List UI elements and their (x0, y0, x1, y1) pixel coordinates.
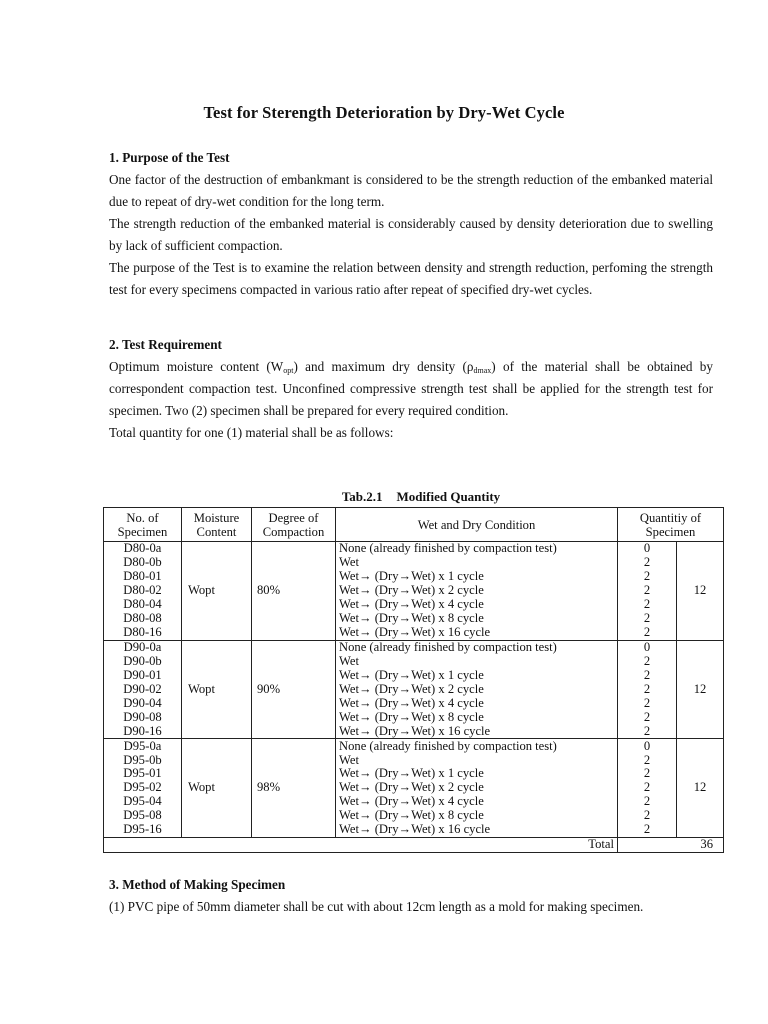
paragraph: One factor of the destruction of embankmant is considered to be the strength reduction of the embanked material due to repeat of dry-wet condition for the long term. (109, 172, 713, 209)
quantity: 2 (618, 809, 677, 823)
paragraph: The strength reduction of the embanked material is considerably caused by density deterioration due to swelling by lack of sufficient compaction. (109, 216, 713, 253)
specimen-id: D90-16 (104, 724, 182, 738)
paragraph: Optimum moisture content $(W_{opt})$ and maximum dry density $(\rho_{dmax})$ of the material shall be obtained by correspondent compaction test. Unconfined compressive strength test shall be applied for the strength test for specimen. Two (2) specimen shall be prepared for every required condition. (109, 359, 713, 418)
degree-of-compaction: 80% (252, 542, 336, 641)
table-row (104, 542, 724, 556)
specimen-id: D90-04 (104, 696, 182, 710)
total-value: 36 (618, 837, 724, 852)
quantity: 2 (618, 696, 677, 710)
specimen-id: D95-02 (104, 781, 182, 795)
wet-dry-condition: Wet (336, 753, 618, 767)
quantity: 0 (618, 640, 677, 654)
specimen-id: D95-01 (104, 767, 182, 781)
wet-dry-condition: Wet (336, 655, 618, 669)
wet-dry-condition: Wet→ (Dry→Wet) x 4 cycle (336, 696, 618, 710)
wet-dry-condition: None (already finished by compaction test) (336, 542, 618, 556)
wet-dry-condition: Wet→ (Dry→Wet) x 8 cycle (336, 710, 618, 724)
quantity: 0 (618, 739, 677, 753)
section-heading: 2. Test Requirement (109, 337, 222, 352)
quantity: 0 (618, 542, 677, 556)
section-test-requirement (109, 334, 713, 444)
quantity: 2 (618, 823, 677, 837)
wet-dry-condition: Wet→ (Dry→Wet) x 4 cycle (336, 598, 618, 612)
degree-of-compaction: 98% (252, 739, 336, 838)
specimen-id: D95-16 (104, 823, 182, 837)
specimen-id: D95-08 (104, 809, 182, 823)
specimen-id: D95-0b (104, 753, 182, 767)
table-row (104, 640, 724, 654)
specimen-id: D90-0b (104, 655, 182, 669)
specimen-id: D80-04 (104, 598, 182, 612)
wet-dry-condition: Wet→ (Dry→Wet) x 1 cycle (336, 767, 618, 781)
specimen-id: D90-08 (104, 710, 182, 724)
specimen-id: D90-02 (104, 682, 182, 696)
wet-dry-condition: Wet→ (Dry→Wet) x 2 cycle (336, 584, 618, 598)
wet-dry-condition: Wet→ (Dry→Wet) x 2 cycle (336, 682, 618, 696)
specimen-id: D95-0a (104, 739, 182, 753)
header-moisture: Moisture Content (182, 508, 252, 542)
quantity: 2 (618, 584, 677, 598)
section-heading: 1. Purpose of the Test (109, 150, 230, 165)
total-label: Total (104, 837, 618, 852)
quantity: 2 (618, 781, 677, 795)
specimen-id: D95-04 (104, 795, 182, 809)
specimen-id: D80-08 (104, 612, 182, 626)
header-quantity: Quantitiy of Specimen (618, 508, 724, 542)
section-purpose (109, 147, 713, 301)
specimen-id: D90-0a (104, 640, 182, 654)
table-body (104, 542, 724, 853)
group-subtotal: 12 (677, 542, 724, 641)
table-header-row (104, 508, 724, 542)
specimen-id: D80-16 (104, 626, 182, 640)
header-condition: Wet and Dry Condition (336, 508, 618, 542)
wet-dry-condition: None (already finished by compaction test) (336, 739, 618, 753)
section-method (109, 874, 713, 918)
paragraph: The purpose of the Test is to examine the relation between density and strength reduction, perfoming the strength test for every specimens compacted in various ratio after repeat of specified dry-wet cycles. (109, 260, 713, 297)
quantity: 2 (618, 682, 677, 696)
total-row (104, 837, 724, 852)
wet-dry-condition: Wet→ (Dry→Wet) x 4 cycle (336, 795, 618, 809)
moisture-content: Wopt (182, 739, 252, 838)
header-compaction: Degree of Compaction (252, 508, 336, 542)
wet-dry-condition: Wet→ (Dry→Wet) x 1 cycle (336, 570, 618, 584)
wet-dry-condition: Wet→ (Dry→Wet) x 2 cycle (336, 781, 618, 795)
quantity: 2 (618, 724, 677, 738)
quantity: 2 (618, 753, 677, 767)
table-caption: Tab.2.1 Modified Quantity (341, 489, 501, 504)
quantity: 2 (618, 612, 677, 626)
quantity: 2 (618, 556, 677, 570)
quantity: 2 (618, 626, 677, 640)
quantity: 2 (618, 570, 677, 584)
degree-of-compaction: 90% (252, 640, 336, 739)
wet-dry-condition: Wet→ (Dry→Wet) x 8 cycle (336, 612, 618, 626)
wet-dry-condition: None (already finished by compaction test) (336, 640, 618, 654)
paragraph: (1) PVC pipe of 50mm diameter shall be cut with about 12cm length as a mold for making specimen. (109, 899, 644, 914)
specimen-id: D80-0b (104, 556, 182, 570)
wet-dry-condition: Wet→ (Dry→Wet) x 16 cycle (336, 724, 618, 738)
moisture-content: Wopt (182, 542, 252, 641)
quantity: 2 (618, 668, 677, 682)
section-heading: 3. Method of Making Specimen (109, 877, 286, 892)
wet-dry-condition: Wet→ (Dry→Wet) x 8 cycle (336, 809, 618, 823)
group-subtotal: 12 (677, 739, 724, 838)
specimen-id: D80-01 (104, 570, 182, 584)
quantity: 2 (618, 598, 677, 612)
quantity: 2 (618, 710, 677, 724)
quantity: 2 (618, 655, 677, 669)
wet-dry-condition: Wet→ (Dry→Wet) x 16 cycle (336, 626, 618, 640)
wet-dry-condition: Wet (336, 556, 618, 570)
paragraph: Total quantity for one (1) material shall be as follows: (109, 425, 394, 440)
group-subtotal: 12 (677, 640, 724, 739)
moisture-content: Wopt (182, 640, 252, 739)
specimen-id: D90-01 (104, 668, 182, 682)
specimen-id: D80-02 (104, 584, 182, 598)
specimen-id: D80-0a (104, 542, 182, 556)
quantity-table (103, 507, 724, 853)
document-title: Test for Sterength Deterioration by Dry-Wet Cycle (203, 103, 565, 122)
table-row (104, 739, 724, 753)
quantity: 2 (618, 795, 677, 809)
wet-dry-condition: Wet→ (Dry→Wet) x 1 cycle (336, 668, 618, 682)
quantity: 2 (618, 767, 677, 781)
wet-dry-condition: Wet→ (Dry→Wet) x 16 cycle (336, 823, 618, 837)
header-specimen: No. of Specimen (104, 508, 182, 542)
